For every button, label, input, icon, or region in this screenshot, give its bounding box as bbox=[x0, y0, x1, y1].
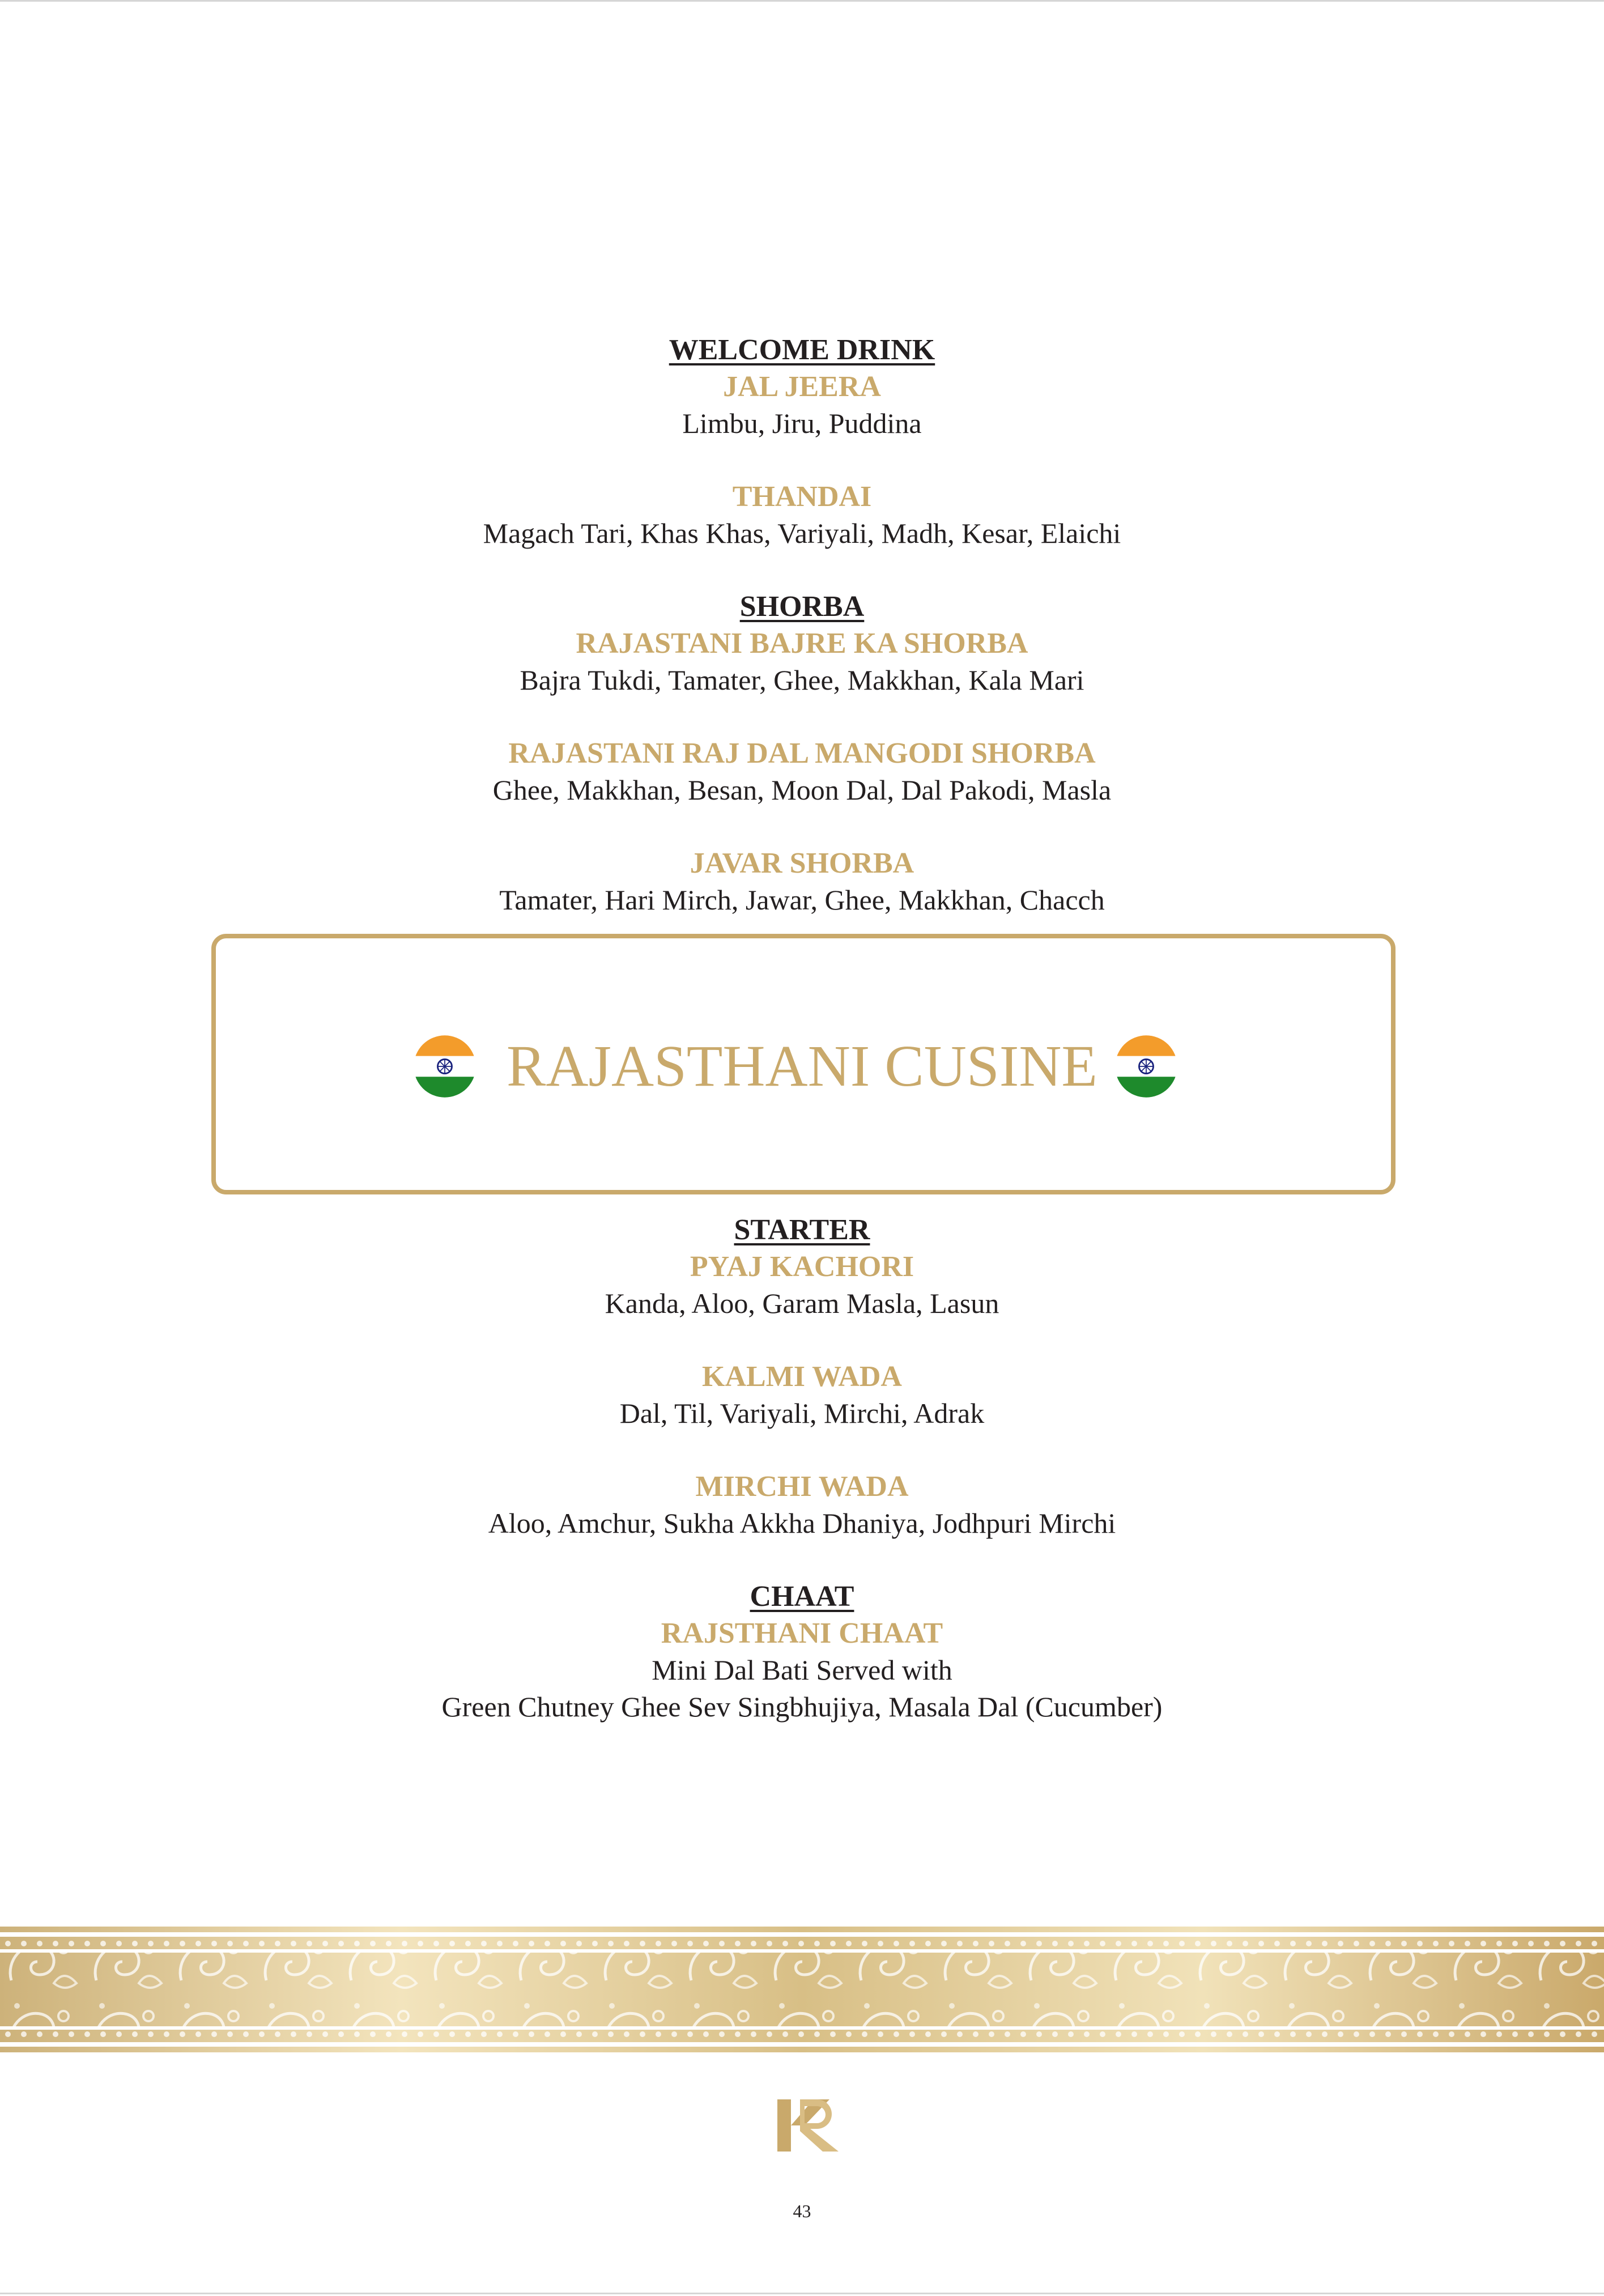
dish-description-line-2: Green Chutney Ghee Sev Singbhujiya, Masala Dal (Cucumber) bbox=[441, 1691, 1163, 1723]
page-number: 43 bbox=[793, 2201, 811, 2221]
ornamental-gold-border bbox=[0, 1927, 1604, 2052]
dish-description-thandai: Magach Tari, Khas Khas, Variyali, Madh, Kesar, Elaichi bbox=[483, 517, 1121, 549]
page-edge-top bbox=[0, 0, 1604, 2]
dish-description-kalmi-wada: Dal, Til, Variyali, Mirchi, Adrak bbox=[619, 1397, 985, 1429]
kr-logo-icon bbox=[777, 2099, 839, 2152]
cuisine-banner-title: RAJASTHANI CUSINE bbox=[507, 1034, 1097, 1099]
section-heading-starter: STARTER bbox=[734, 1214, 870, 1246]
section-heading-shorba: SHORBA bbox=[739, 590, 865, 623]
dish-name-mirchi-wada: MIRCHI WADA bbox=[695, 1470, 909, 1503]
dish-description-javar-shorba: Tamater, Hari Mirch, Jawar, Ghee, Makkhan, Chacch bbox=[499, 884, 1105, 916]
dish-name-thandai: THANDAI bbox=[732, 481, 872, 513]
dish-description-pyaj-kachori: Kanda, Aloo, Garam Masla, Lasun bbox=[605, 1287, 999, 1319]
dish-name-pyaj-kachori: PYAJ KACHORI bbox=[690, 1251, 914, 1283]
page-edge-bottom bbox=[0, 2293, 1604, 2294]
dish-name-bajre-ka-shorba: RAJASTANI BAJRE KA SHORBA bbox=[576, 627, 1028, 660]
dish-description-mirchi-wada: Aloo, Amchur, Sukha Akkha Dhaniya, Jodhpuri Mirchi bbox=[488, 1507, 1116, 1539]
dish-description-bajre-ka-shorba: Bajra Tukdi, Tamater, Ghee, Makkhan, Kala Mari bbox=[520, 664, 1084, 696]
dish-name-raj-dal-mangodi-shorba: RAJASTANI RAJ DAL MANGODI SHORBA bbox=[508, 737, 1096, 769]
dish-name-javar-shorba: JAVAR SHORBA bbox=[690, 847, 914, 879]
dish-description-raj-dal-mangodi-shorba: Ghee, Makkhan, Besan, Moon Dal, Dal Pakodi, Masla bbox=[492, 774, 1112, 806]
dish-description-line-1: Mini Dal Bati Served with bbox=[652, 1654, 952, 1686]
section-heading-welcome-drink: WELCOME DRINK bbox=[669, 334, 935, 366]
india-flag-icon bbox=[1114, 1034, 1178, 1099]
dish-description-jal-jeera: Limbu, Jiru, Puddina bbox=[682, 407, 922, 439]
dish-name-kalmi-wada: KALMI WADA bbox=[702, 1360, 902, 1393]
section-heading-chaat: CHAAT bbox=[750, 1580, 854, 1613]
dish-name-rajsthani-chaat: RAJSTHANI CHAAT bbox=[661, 1617, 943, 1649]
dish-name-jal-jeera: JAL JEERA bbox=[723, 371, 881, 403]
